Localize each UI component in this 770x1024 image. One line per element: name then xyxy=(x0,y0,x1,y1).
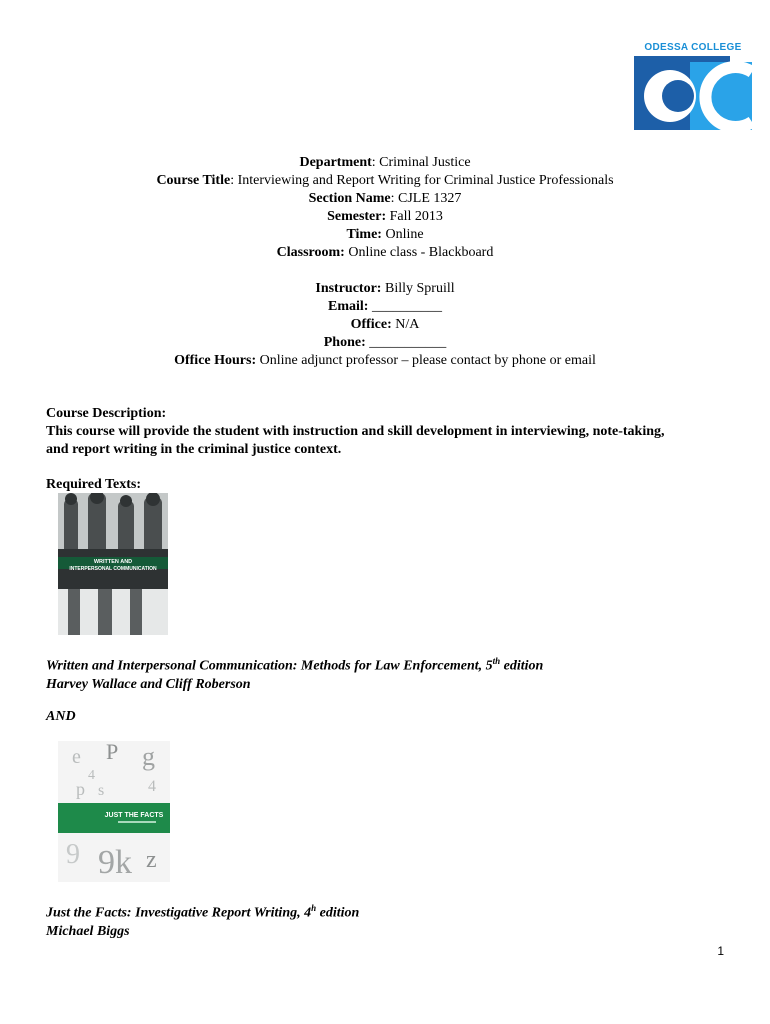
section-line: Section Name: CJLE 1327 xyxy=(308,191,462,206)
course-description xyxy=(46,405,736,459)
classroom-line: Classroom: Online class - Blackboard xyxy=(276,245,494,260)
and-label: AND xyxy=(46,709,76,724)
description-title: Course Description: xyxy=(46,406,167,421)
book2-cover-title: JUST THE FACTS xyxy=(104,812,164,819)
logo-text: ODESSA COLLEGE xyxy=(644,42,742,53)
svg-text:4: 4 xyxy=(148,778,156,795)
book2-title: Just the Facts: Investigative Report Writing, 4$^h$ edition xyxy=(46,903,360,921)
svg-text:z: z xyxy=(146,847,157,873)
page-number: 1 xyxy=(717,944,724,958)
book1-cover-image xyxy=(58,493,168,635)
required-texts-title: Required Texts: xyxy=(46,477,142,492)
course-info xyxy=(0,154,770,262)
book1-caption xyxy=(46,652,736,694)
svg-text:4: 4 xyxy=(88,768,95,783)
book2-caption xyxy=(46,899,736,941)
instructor-line: Instructor: Billy Spruill xyxy=(315,281,455,296)
instructor-info xyxy=(0,280,770,370)
course-title-line: Course Title: Interviewing and Report Writing for Criminal Justice Professionals xyxy=(156,173,614,188)
office-hours-line: Office Hours: Online adjunct professor – please contact by phone or email xyxy=(174,353,596,368)
phone-line: Phone: ___________ xyxy=(323,335,447,350)
description-line-1: This course will provide the student with instruction and skill development in interviewing, note-taking, xyxy=(46,424,665,439)
svg-text:P: P xyxy=(106,741,119,764)
book2-authors: Michael Biggs xyxy=(46,923,130,939)
svg-text:9k: 9k xyxy=(98,844,132,881)
book1-title: Written and Interpersonal Communication: Methods for Law Enforcement, 5th edition xyxy=(46,656,544,674)
book1-cover-title2: INTERPERSONAL COMMUNICATION xyxy=(69,566,157,572)
semester-line: Semester: Fall 2013 xyxy=(327,209,443,224)
time-line: Time: Online xyxy=(346,227,424,242)
description-line-2: and report writing in the criminal justice context. xyxy=(46,442,342,457)
department-line: Department: Criminal Justice xyxy=(299,155,471,170)
svg-text:e: e xyxy=(72,746,81,768)
book1-cover-title1: WRITTEN AND xyxy=(93,559,133,565)
book1-authors: Harvey Wallace and Cliff Roberson xyxy=(46,676,251,692)
svg-text:g: g xyxy=(142,742,155,771)
svg-text:s: s xyxy=(98,782,105,799)
svg-text:p: p xyxy=(76,779,85,799)
svg-text:9: 9 xyxy=(66,839,80,870)
odessa-college-logo xyxy=(630,42,756,130)
email-line: Email: __________ xyxy=(328,299,442,314)
oc-logo-mark xyxy=(630,56,756,130)
office-line: Office: N/A xyxy=(350,317,420,332)
book2-cover-image xyxy=(58,741,170,882)
